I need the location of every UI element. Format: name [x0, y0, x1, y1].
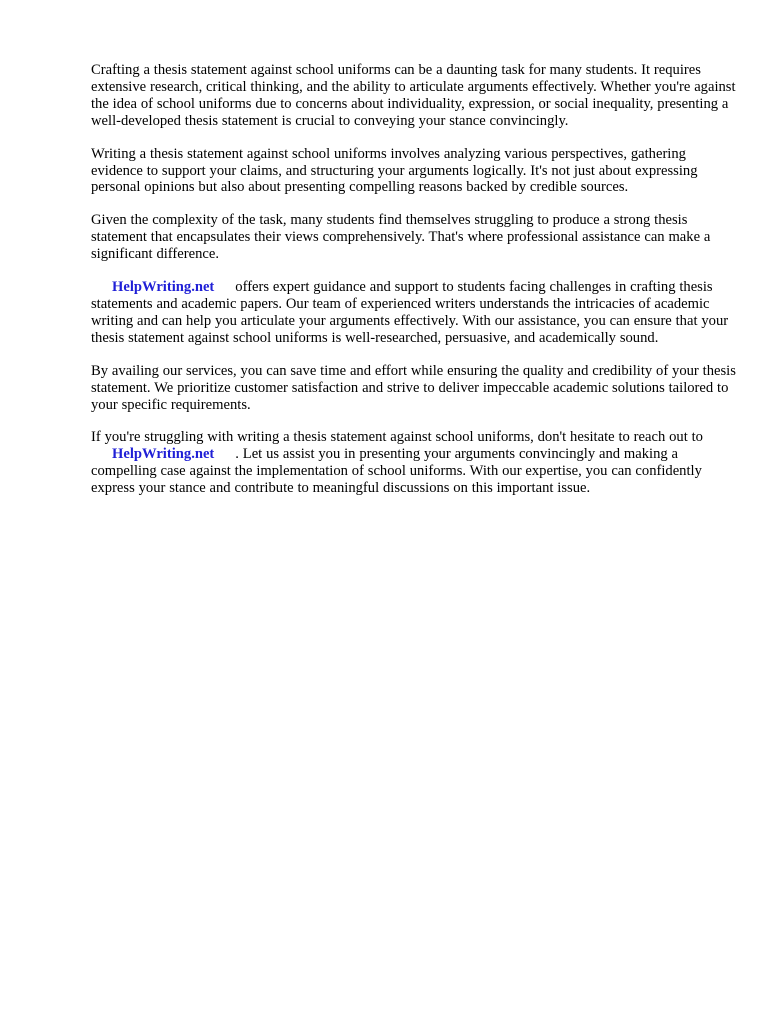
paragraph-cta	[91, 429, 741, 497]
paragraph-service	[91, 279, 741, 347]
paragraph-intro: Crafting a thesis statement against school uniforms can be a daunting task for many students. It requires extensive research, critical thinking, and the ability to articulate arguments effectively. Whether you're against the idea of school uniforms due to concerns about individuality, expression, or social inequality, presenting a well-developed thesis statement is crucial to conveying your stance convincingly.	[91, 62, 736, 129]
document-body	[91, 62, 741, 513]
paragraph-cta-lead: If you're struggling with writing a thesis statement against school uniforms, don't hesitate to reach out to	[91, 429, 703, 446]
paragraph-writing: Writing a thesis statement against school uniforms involves analyzing various perspectives, gathering evidence to support your claims, and structuring your arguments logically. It's not just about expressing personal opinions but also about presenting compelling reasons backed by credible sources.	[91, 145, 698, 196]
helpwriting-link-cta[interactable]: HelpWriting.net	[112, 446, 215, 463]
paragraph-cta-text: . Let us assist you in presenting your arguments convincingly and making a compelling case against the implementation of school uniforms. With our expertise, you can confidently express your stance and contribute to meaningful discussions on this important issue.	[91, 446, 702, 497]
paragraph-complexity: Given the complexity of the task, many students find themselves struggling to produce a strong thesis statement that encapsulates their views comprehensively. That's where professional assistance can make a significant difference.	[91, 212, 711, 263]
paragraph-benefits: By availing our services, you can save time and effort while ensuring the quality and credibility of your thesis statement. We prioritize customer satisfaction and strive to deliver impeccable academic solutions tailored to your specific requirements.	[91, 362, 736, 413]
helpwriting-link[interactable]: HelpWriting.net	[112, 279, 215, 296]
paragraph-service-text: offers expert guidance and support to students facing challenges in crafting thesis statements and academic papers. Our team of experienced writers understands the intricacies of academic writing and can help you articulate your arguments effectively. With our assistance, you can ensure that your thesis statement against school uniforms is well-researched, persuasive, and academically sound.	[91, 279, 729, 346]
